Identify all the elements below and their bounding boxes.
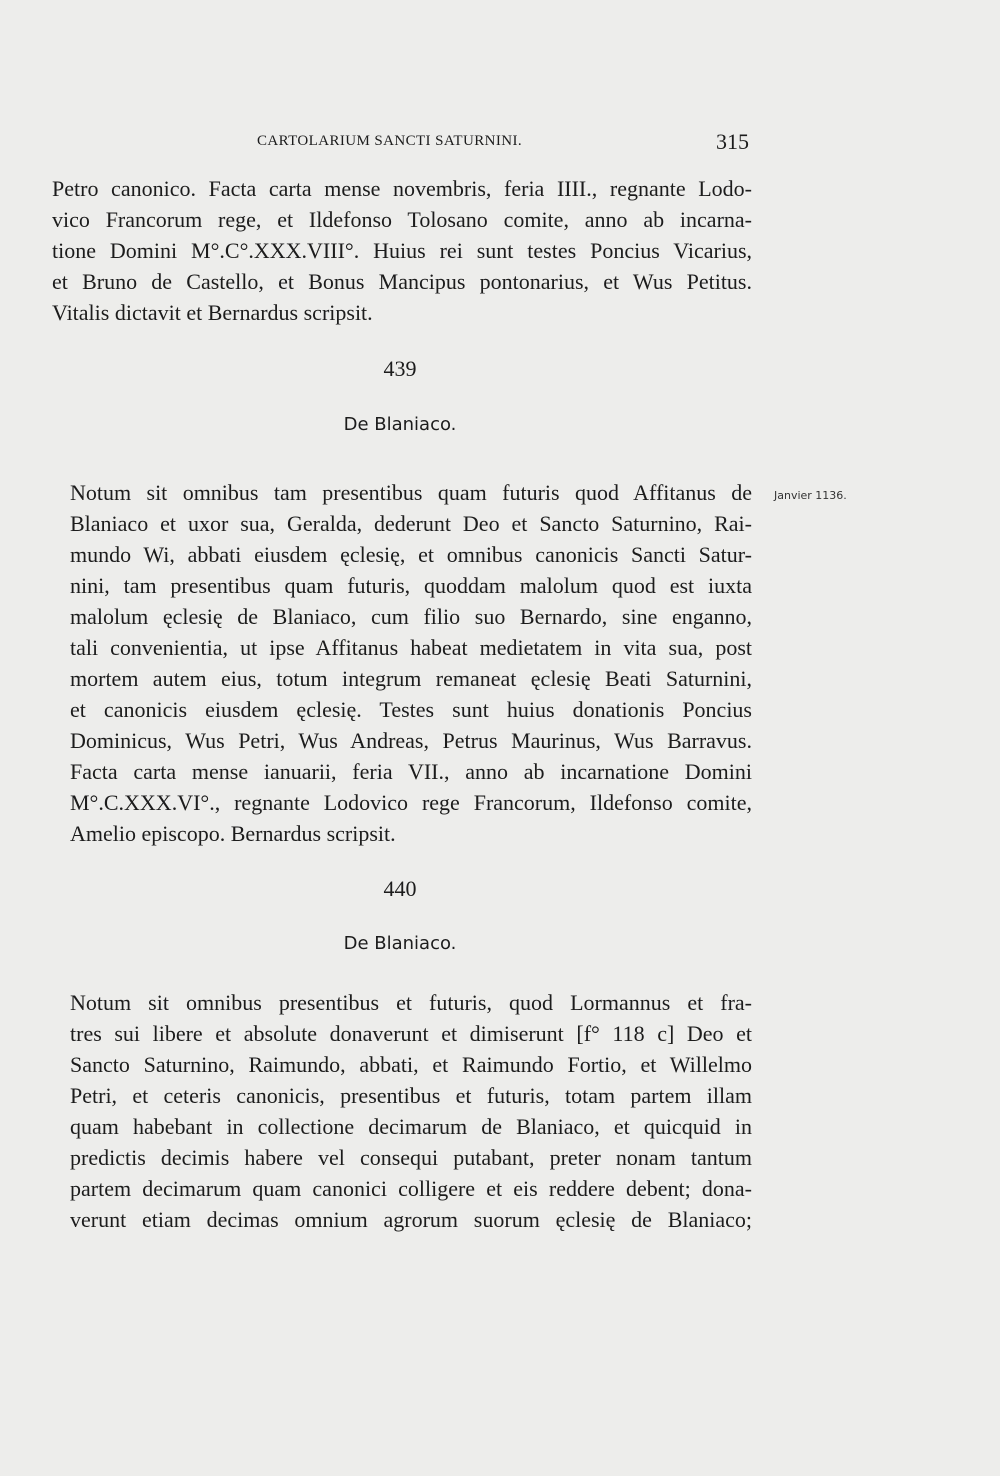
page-number: 315 xyxy=(716,129,749,154)
charter-paragraph xyxy=(52,987,752,1235)
text-line: Notum sit omnibus presentibus et futuris, quod Lormannus et fra- xyxy=(70,990,752,1015)
text-line: M°.C.XXX.VI°., regnante Lodovico rege Francorum, Ildefonso comite, xyxy=(70,790,752,815)
text-line: Vitalis dictavit et Bernardus scripsit. xyxy=(52,300,373,325)
charter-paragraph xyxy=(52,477,752,849)
text-line: Petro canonico. Facta carta mense novembris, feria IIII., regnante Lodo- xyxy=(52,176,752,201)
text-line: quam habebant in collectione decimarum de Blaniaco, et quicquid in xyxy=(70,1114,752,1139)
continuation-paragraph xyxy=(52,173,752,328)
charter-title: De Blaniaco. xyxy=(343,414,457,435)
charter-number: 439 xyxy=(383,356,417,381)
text-line: mortem autem eius, totum integrum remaneat ęclesię Beati Saturnini, xyxy=(70,666,752,691)
text-line: partem decimarum quam canonici colligere et eis reddere debent; dona- xyxy=(70,1176,752,1201)
text-line: Facta carta mense ianuarii, feria VII., anno ab incarnatione Domini xyxy=(70,759,752,784)
running-title: CARTOLARIUM SANCTI SATURNINI. xyxy=(257,133,523,149)
text-line: Notum sit omnibus tam presentibus quam futuris quod Affitanus de xyxy=(70,480,752,505)
charter-number: 440 xyxy=(383,876,417,901)
text-line: et Bruno de Castello, et Bonus Mancipus pontonarius, et Wus Petitus. xyxy=(52,269,752,294)
text-line: et canonicis eiusdem ęclesię. Testes sunt huius donationis Poncius xyxy=(70,697,752,722)
text-line: verunt etiam decimas omnium agrorum suorum ęclesię de Blaniaco; xyxy=(70,1207,752,1232)
charter-title: De Blaniaco. xyxy=(343,933,457,954)
text-line: nini, tam presentibus quam futuris, quoddam malolum quod est iuxta xyxy=(70,573,752,598)
text-line: Blaniaco et uxor sua, Geralda, dederunt Deo et Sancto Saturnino, Rai- xyxy=(70,511,752,536)
text-line: Sancto Saturnino, Raimundo, abbati, et Raimundo Fortio, et Willelmo xyxy=(70,1052,752,1077)
text-line: Dominicus, Wus Petri, Wus Andreas, Petrus Maurinus, Wus Barravus. xyxy=(70,728,752,753)
text-line: vico Francorum rege, et Ildefonso Tolosano comite, anno ab incarna- xyxy=(52,207,752,232)
text-line: tione Domini M°.C°.XXX.VIII°. Huius rei sunt testes Poncius Vicarius, xyxy=(52,238,752,263)
text-line: tali convenientia, ut ipse Affitanus habeat medietatem in vita sua, post xyxy=(70,635,752,660)
text-line: Amelio episcopo. Bernardus scripsit. xyxy=(70,821,396,846)
text-line: Petri, et ceteris canonicis, presentibus et futuris, totam partem illam xyxy=(70,1083,752,1108)
margin-date: Janvier 1136. xyxy=(774,489,847,502)
text-line: malolum ęclesię de Blaniaco, cum filio suo Bernardo, sine enganno, xyxy=(70,604,752,629)
text-line: tres sui libere et absolute donaverunt et dimiserunt [f° 118 c] Deo et xyxy=(70,1021,752,1046)
text-line: predictis decimis habere vel consequi putabant, preter nonam tantum xyxy=(70,1145,752,1170)
text-line: mundo Wi, abbati eiusdem ęclesię, et omnibus canonicis Sancti Satur- xyxy=(70,542,752,567)
